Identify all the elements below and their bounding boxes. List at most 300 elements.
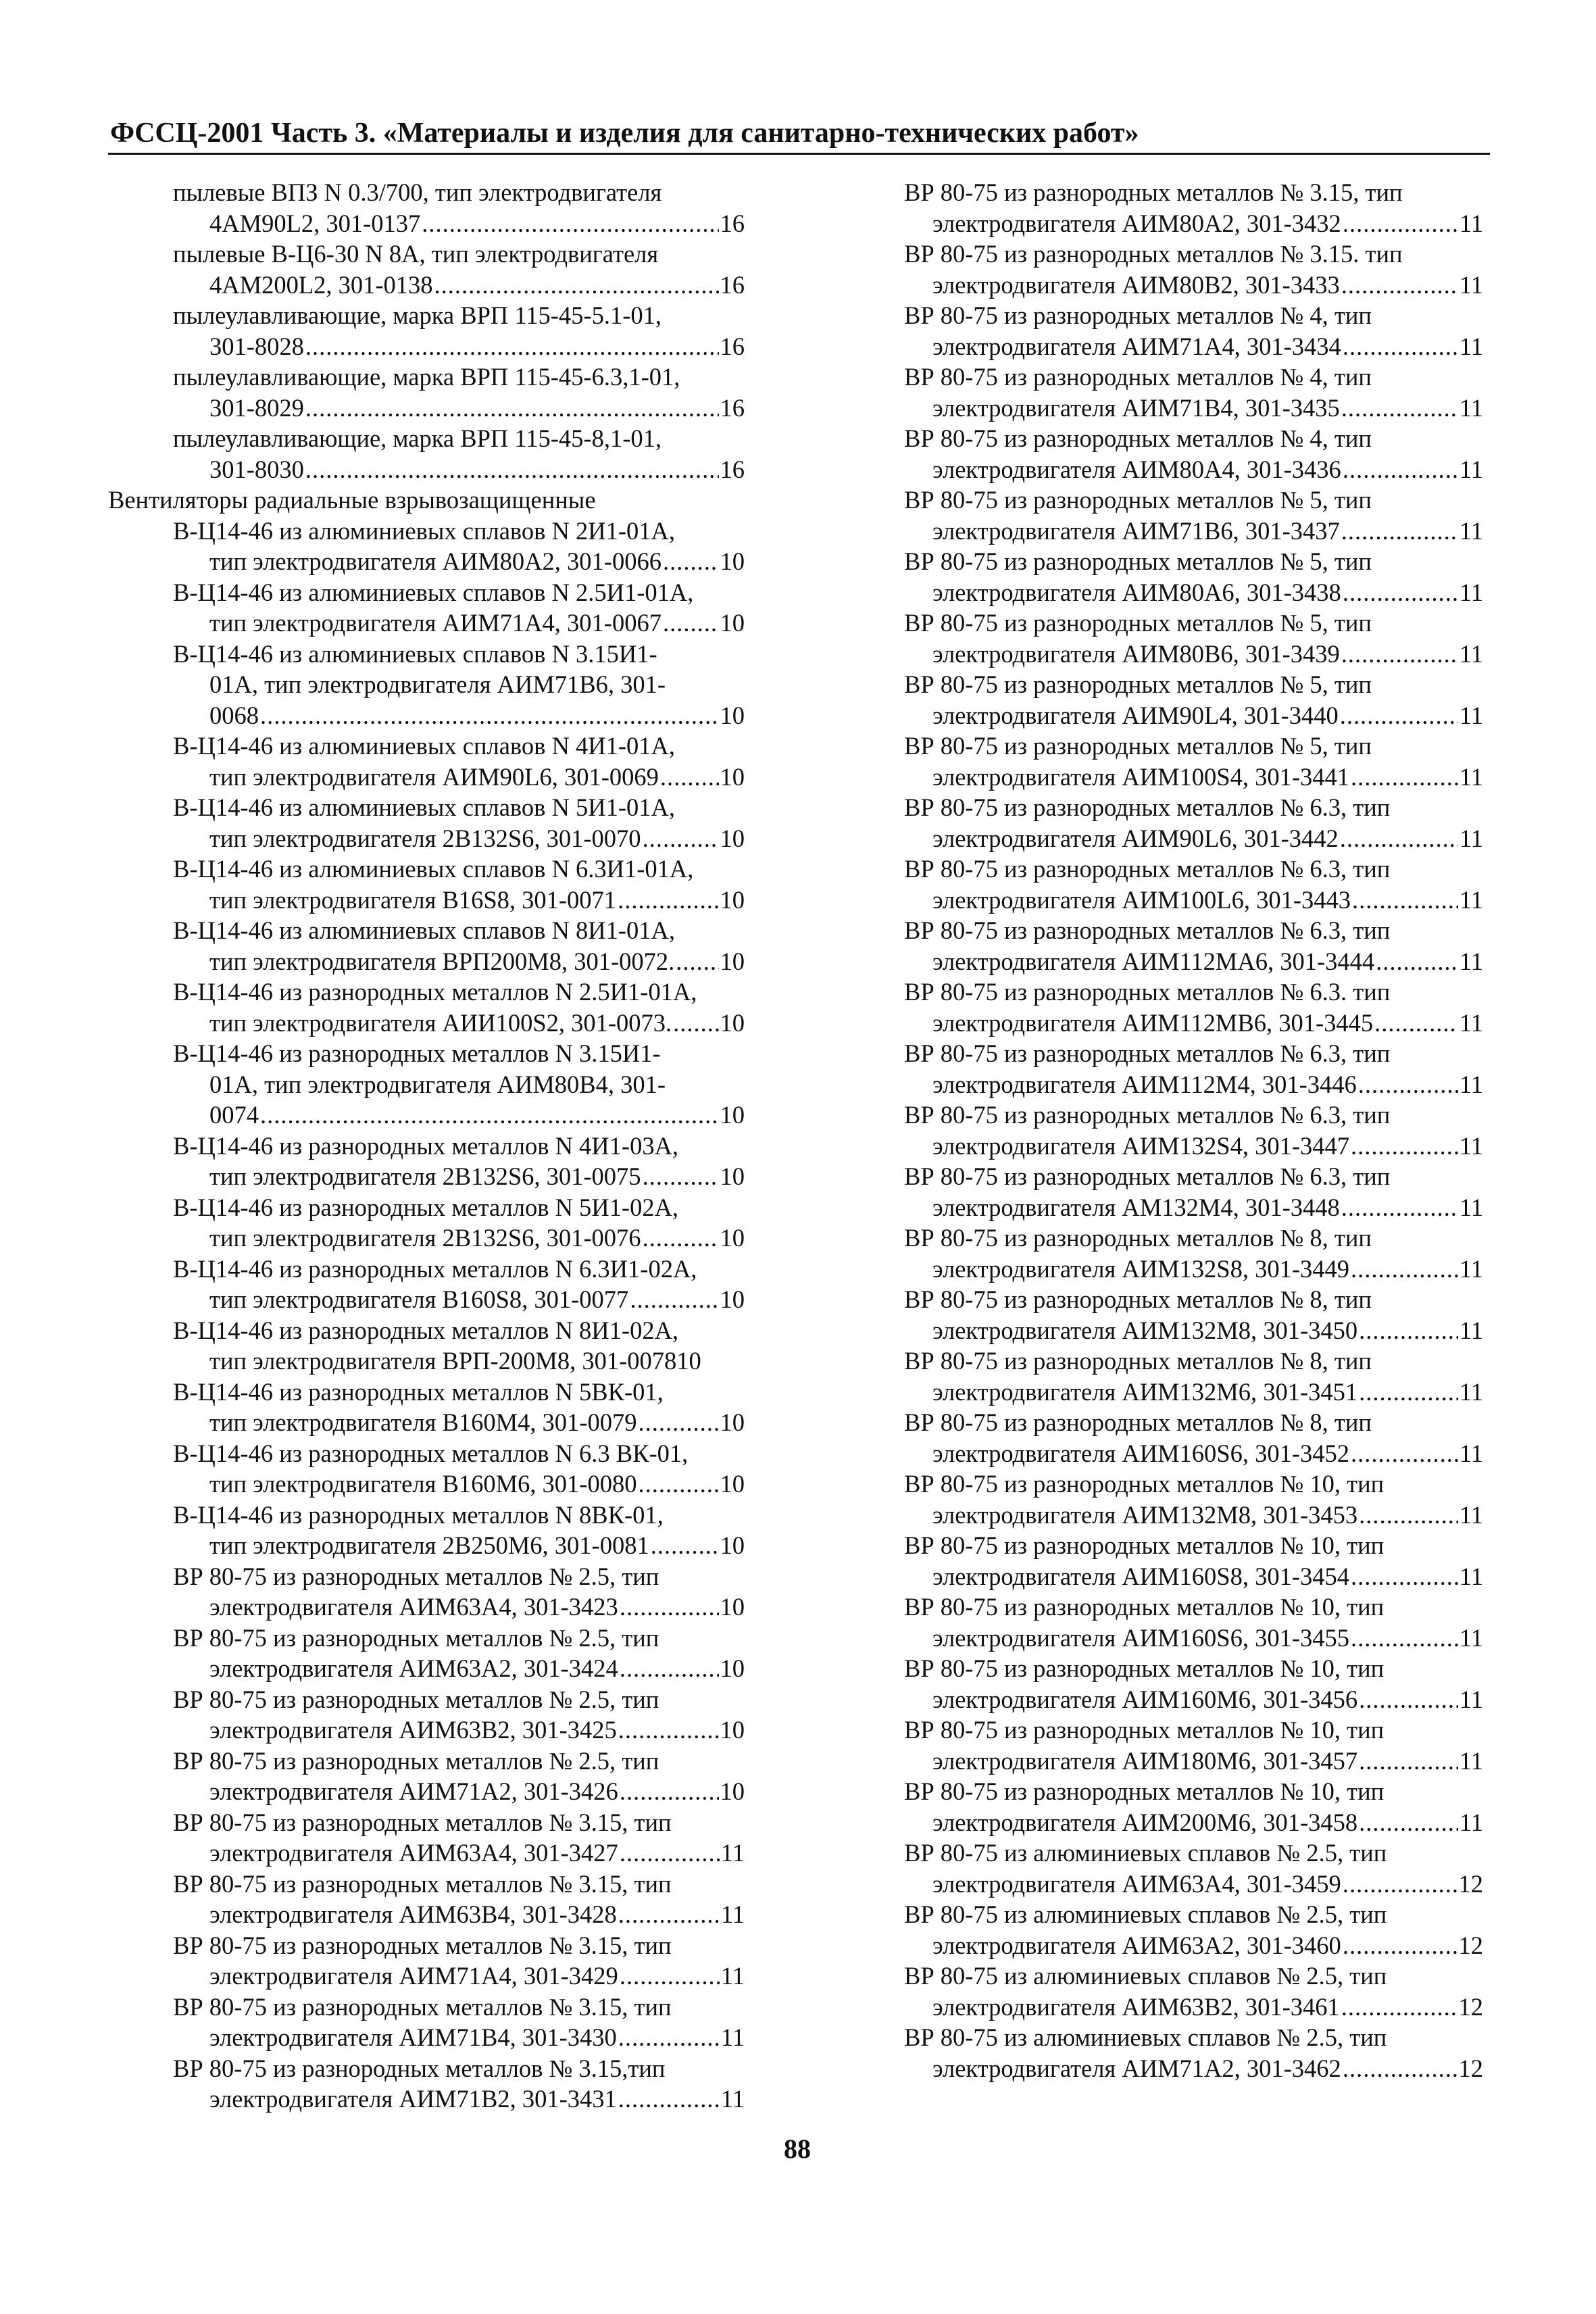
index-entry-text: электродвигателя АИМ80В2, 301-3433 — [932, 270, 1340, 299]
index-entry-line — [108, 977, 745, 1008]
dot-leader — [1343, 208, 1458, 239]
index-entry-page: 11 — [1459, 1316, 1483, 1344]
index-entry-text: электродвигателя АИМ112М4, 301-3446 — [932, 1070, 1357, 1098]
index-entry-line — [108, 1100, 745, 1131]
index-entry-page: 11 — [1459, 332, 1483, 360]
index-entry-text: тип электродвигателя АИИ100S2, 301-0073. — [209, 1008, 672, 1037]
index-entry — [904, 1038, 1483, 1100]
index-entry-line — [108, 1899, 745, 1930]
index-entry-page: 12 — [1458, 1992, 1483, 2021]
index-entry-text: 01А, тип электродвигателя АИМ80В4, 301- — [209, 1070, 666, 1098]
index-entry-text: ВР 80-75 из разнородных металлов № 6.3. тип — [904, 978, 1391, 1006]
index-entry-line — [904, 2053, 1483, 2084]
index-entry-line — [108, 915, 745, 946]
index-entry — [108, 1254, 745, 1315]
index-entry-text: ВР 80-75 из разнородных металлов № 5, тип — [904, 609, 1372, 637]
index-entry-line — [108, 1746, 745, 1777]
index-entry-line — [904, 393, 1483, 424]
index-entry-text: В-Ц14-46 из разнородных металлов N 8ВК-01, — [173, 1500, 664, 1529]
index-entry-line — [108, 1346, 745, 1377]
index-entry-page: 10 — [720, 1716, 745, 1744]
index-entry — [108, 1315, 745, 1377]
index-entry-text: электродвигателя АИМ63А4, 301-3427 — [209, 1839, 618, 1867]
index-entry-text: тип электродвигателя ВРП200М8, 301-0072. — [209, 947, 675, 975]
index-entry-line — [108, 1684, 745, 1715]
index-entry — [904, 1100, 1483, 1161]
index-entry-text: электродвигателя АИМ100S4, 301-3441 — [932, 762, 1349, 791]
index-entry — [904, 669, 1483, 731]
index-entry-line — [904, 362, 1483, 393]
index-entry-text: электродвигателя АИМ80А6, 301-3438 — [932, 578, 1341, 606]
dot-leader — [1351, 1561, 1458, 1592]
index-entry-text: 4АМ90L2, 301-0137 — [209, 209, 421, 237]
index-entry-line — [904, 700, 1483, 731]
index-entry-line — [108, 1930, 745, 1961]
index-entry-text: ВР 80-75 из разнородных металлов № 10, тип — [904, 1654, 1385, 1682]
index-entry — [904, 1346, 1483, 1407]
dot-leader — [1351, 1254, 1458, 1285]
index-column-right — [904, 177, 1483, 2084]
index-entry-line — [108, 1561, 745, 1592]
index-entry-line — [904, 1469, 1483, 1500]
dot-leader — [630, 1284, 718, 1315]
index-entry-text: тип электродвигателя АИМ71А4, 301-0067 — [209, 609, 662, 637]
dot-leader — [1351, 1131, 1458, 1162]
index-entry — [108, 792, 745, 854]
index-entry-line — [904, 915, 1483, 946]
index-entry-line — [904, 1838, 1483, 1869]
index-entry-line — [904, 1746, 1483, 1777]
dot-leader — [305, 454, 719, 485]
index-entry-line — [108, 639, 745, 670]
index-column-left — [108, 177, 745, 2115]
index-entry-line — [108, 1008, 745, 1039]
index-entry-line — [904, 1192, 1483, 1223]
index-entry-text: ВР 80-75 из разнородных металлов № 10, тип — [904, 1777, 1385, 1805]
index-entry-page: 11 — [1459, 1746, 1483, 1775]
index-entry-text: В-Ц14-46 из разнородных металлов N 5И1-02А, — [173, 1193, 679, 1221]
dot-leader — [620, 1653, 719, 1684]
index-entry — [904, 1961, 1483, 2022]
index-entry-page: 10 — [720, 1408, 745, 1436]
index-entry-line — [904, 1131, 1483, 1162]
index-entry-text: электродвигателя АИМ90L6, 301-3442 — [932, 824, 1339, 852]
index-entry-text: тип электродвигателя АИМ80А2, 301-0066 — [209, 547, 662, 575]
index-entry-text: пылеулавливающие, марка ВРП 115-45-6.3,1-01, — [173, 363, 680, 391]
dot-leader — [643, 1223, 719, 1254]
index-entry-text: пылевые ВПЗ N 0.3/700, тип электродвигателя — [173, 178, 662, 206]
index-entry-line — [108, 1192, 745, 1223]
index-entry-line — [108, 1869, 745, 1900]
index-entry-text: электродвигателя АИМ63В2, 301-3425 — [209, 1716, 617, 1744]
dot-leader — [1343, 2053, 1457, 2084]
index-entry-text: ВР 80-75 из разнородных металлов № 8, тип — [904, 1224, 1372, 1252]
dot-leader — [673, 1008, 718, 1039]
index-entry — [904, 915, 1483, 977]
index-entry-page: 10 — [720, 1101, 745, 1129]
index-entry — [108, 1377, 745, 1438]
index-entry — [904, 546, 1483, 608]
index-entry-line — [108, 1653, 745, 1684]
dot-leader — [1343, 331, 1458, 362]
index-entry-page: 11 — [720, 1900, 745, 1928]
index-entry-line — [108, 1315, 745, 1346]
index-entry-line — [904, 885, 1483, 916]
index-entry-text: ВР 80-75 из разнородных металлов № 3.15,тип — [173, 2054, 666, 2082]
index-entry-line — [108, 1992, 745, 2023]
index-entry-line — [904, 2022, 1483, 2053]
dot-leader — [260, 1100, 719, 1131]
page-number: 88 — [784, 2134, 811, 2164]
index-section-heading — [108, 485, 745, 516]
index-entry-line — [108, 1776, 745, 1807]
index-entry-page: 11 — [1459, 1562, 1483, 1590]
index-entry-page: 16 — [720, 332, 745, 360]
index-entry — [904, 1653, 1483, 1715]
index-entry-line — [904, 1930, 1483, 1961]
index-entry-line — [108, 208, 745, 239]
index-entry-line — [108, 1838, 745, 1869]
index-entry-text: электродвигателя АИМ100L6, 301-3443 — [932, 885, 1351, 914]
dot-leader — [1341, 1992, 1457, 2023]
index-entry — [108, 2053, 745, 2115]
index-entry-page: 10 — [720, 947, 745, 975]
dot-leader — [638, 1469, 718, 1500]
index-entry-line — [904, 1869, 1483, 1900]
index-entry — [108, 1561, 745, 1623]
index-entry — [904, 792, 1483, 854]
index-entry-line — [904, 1715, 1483, 1746]
dot-leader — [305, 331, 719, 362]
index-entry-text: 0074 — [209, 1101, 259, 1129]
index-entry-text: тип электродвигателя В160S8, 301-0077 — [209, 1285, 629, 1313]
index-entry-text: В-Ц14-46 из разнородных металлов N 4И1-03А, — [173, 1131, 679, 1160]
index-entry-text: ВР 80-75 из разнородных металлов № 3.15. тип — [904, 240, 1403, 268]
index-entry-page: 10 — [720, 824, 745, 852]
index-entry-page: 10 — [720, 1008, 745, 1037]
index-entry-text: ВР 80-75 из разнородных металлов № 3.15, тип — [173, 1931, 672, 1959]
index-entry-text: тип электродвигателя ВРП-200М8, 301-007810 — [209, 1347, 701, 1375]
index-entry-line — [904, 792, 1483, 823]
index-entry-page: 12 — [1458, 2054, 1483, 2082]
index-entry-text: электродвигателя АИМ112МА6, 301-3444 — [932, 947, 1375, 975]
index-entry-text: электродвигателя АИМ160М6, 301-3456 — [932, 1685, 1358, 1713]
index-entry — [108, 1992, 745, 2053]
index-entry-text: ВР 80-75 из разнородных металлов № 8, тип — [904, 1347, 1372, 1375]
dot-leader — [663, 608, 719, 639]
index-entry-text: ВР 80-75 из разнородных металлов № 5, тип — [904, 486, 1372, 514]
index-entry — [108, 1438, 745, 1500]
index-entry-line — [904, 1038, 1483, 1069]
dot-leader — [422, 208, 718, 239]
index-entry-text: электродвигателя АИМ80А2, 301-3432 — [932, 209, 1341, 237]
index-entry-line — [904, 1684, 1483, 1715]
dot-leader — [1341, 516, 1458, 547]
index-entry-line — [108, 2022, 745, 2053]
index-entry-line — [904, 1807, 1483, 1838]
index-entry — [108, 239, 745, 300]
dot-leader — [1351, 1438, 1458, 1469]
index-entry — [904, 1161, 1483, 1223]
index-entry-text: ВР 80-75 из разнородных металлов № 2.5, тип — [173, 1562, 659, 1590]
index-entry-line — [108, 1223, 745, 1254]
dot-leader — [618, 885, 718, 916]
index-entry-text: тип электродвигателя 2В250М6, 301-0081 — [209, 1531, 649, 1559]
index-entry — [108, 1038, 745, 1131]
index-entry-page: 11 — [1459, 1131, 1483, 1160]
dot-leader — [1340, 700, 1458, 731]
index-entry-text: электродвигателя АИМ160S6, 301-3455 — [932, 1623, 1349, 1652]
index-entry-text: электродвигателя АИМ80В6, 301-3439 — [932, 639, 1340, 668]
dot-leader — [663, 546, 719, 577]
index-entry-line — [904, 577, 1483, 608]
index-entry-text: электродвигателя АИМ112МВ6, 301-3445 — [932, 1008, 1374, 1037]
index-entry — [904, 1776, 1483, 1838]
index-entry-line — [904, 208, 1483, 239]
index-entry-line — [108, 516, 745, 547]
index-entry-line — [108, 885, 745, 916]
index-entry-line — [904, 300, 1483, 331]
index-entry-page: 16 — [720, 209, 745, 237]
index-entry — [108, 1746, 745, 1807]
index-entry-text: ВР 80-75 из разнородных металлов № 2.5, тип — [173, 1746, 659, 1775]
index-entry-text: 301-8028 — [209, 332, 304, 360]
index-entry-text: ВР 80-75 из разнородных металлов № 3.15, тип — [904, 178, 1403, 206]
dot-leader — [260, 700, 719, 731]
index-entry-text: ВР 80-75 из алюминиевых сплавов № 2.5, тип — [904, 2023, 1387, 2051]
index-entry — [904, 1899, 1483, 1961]
index-entry-line — [108, 485, 745, 516]
index-entry-line — [108, 2084, 745, 2115]
dot-leader — [643, 823, 719, 854]
dot-leader — [1352, 885, 1458, 916]
index-entry — [108, 300, 745, 362]
dot-leader — [305, 393, 719, 424]
index-entry-line — [904, 639, 1483, 670]
index-entry-line — [108, 762, 745, 793]
dot-leader — [643, 1161, 719, 1192]
dot-leader — [618, 2084, 720, 2115]
index-entry-page: 11 — [1459, 1623, 1483, 1652]
index-entry-line — [108, 1530, 745, 1561]
index-entry-text: электродвигателя АИМ132М6, 301-3451 — [932, 1377, 1358, 1406]
index-entry-line — [904, 1561, 1483, 1592]
index-entry-line — [108, 1069, 745, 1100]
dot-leader — [1343, 577, 1458, 608]
index-entry-text: ВР 80-75 из разнородных металлов № 3.15, тип — [173, 1808, 672, 1836]
index-entry-line — [904, 669, 1483, 700]
index-entry-text: электродвигателя АИМ71А4, 301-3429 — [209, 1962, 618, 1990]
index-entry-line — [904, 731, 1483, 762]
index-entry-text: В-Ц14-46 из алюминиевых сплавов N 8И1-01А, — [173, 916, 675, 944]
index-entry — [904, 1715, 1483, 1776]
index-entry-text: электродвигателя АИМ71В2, 301-3431 — [209, 2085, 617, 2113]
index-entry-page: 11 — [720, 1962, 745, 1990]
index-entry-line — [904, 1254, 1483, 1285]
index-entry-line — [108, 1592, 745, 1623]
index-entry-page: 11 — [1459, 701, 1483, 729]
index-entry-text: электродвигателя АМ132М4, 301-3448 — [932, 1193, 1340, 1221]
index-entry-line — [108, 731, 745, 762]
index-entry-page: 11 — [1459, 1808, 1483, 1836]
index-entry-line — [904, 423, 1483, 454]
index-entry — [904, 485, 1483, 546]
index-entry-page: 11 — [1459, 1685, 1483, 1713]
index-entry-page: 16 — [720, 455, 745, 483]
dot-leader — [1341, 639, 1458, 670]
index-entry-text: ВР 80-75 из разнородных металлов № 3.15, тип — [173, 1869, 672, 1898]
index-entry — [108, 177, 745, 239]
dot-leader — [1343, 1930, 1457, 1961]
index-entry-line — [904, 270, 1483, 301]
dot-leader — [1359, 1684, 1458, 1715]
dot-leader — [638, 1407, 718, 1438]
dot-leader — [651, 1530, 719, 1561]
index-entry-text: электродвигателя АИМ200М6, 301-3458 — [932, 1808, 1358, 1836]
dot-leader — [1351, 1623, 1458, 1654]
dot-leader — [618, 2022, 720, 2053]
index-entry-text: электродвигателя АИМ63В4, 301-3428 — [209, 1900, 617, 1928]
index-entry — [108, 977, 745, 1038]
index-entry-text: ВР 80-75 из разнородных металлов № 5, тип — [904, 732, 1372, 760]
index-entry-page: 10 — [720, 1654, 745, 1682]
index-entry — [108, 1623, 745, 1684]
index-entry-text: ВР 80-75 из алюминиевых сплавов № 2.5, тип — [904, 1839, 1387, 1867]
index-entry-line — [904, 1530, 1483, 1561]
index-entry — [108, 1930, 745, 1992]
index-entry-line — [108, 177, 745, 208]
index-entry-page: 11 — [1459, 516, 1483, 545]
index-entry-text: ВР 80-75 из разнородных металлов № 4, тип — [904, 424, 1372, 452]
index-entry-page: 10 — [720, 1531, 745, 1559]
dot-leader — [618, 1715, 719, 1746]
index-entry-page: 11 — [1459, 393, 1483, 422]
index-entry-text: В-Ц14-46 из алюминиевых сплавов N 6.3И1-01А, — [173, 855, 694, 883]
dot-leader — [620, 1592, 719, 1623]
index-entry-text: ВР 80-75 из разнородных металлов № 6.3, тип — [904, 1162, 1391, 1190]
index-entry-text: тип электродвигателя В16S8, 301-0071 — [209, 885, 617, 914]
index-entry-text: электродвигателя АИМ80А4, 301-3436 — [932, 455, 1341, 483]
index-entry — [108, 1131, 745, 1192]
index-entry-line — [904, 177, 1483, 208]
index-entry-line — [108, 1500, 745, 1531]
index-entry — [108, 1500, 745, 1561]
index-entry-text: ВР 80-75 из разнородных металлов № 5, тип — [904, 547, 1372, 575]
dot-leader — [1343, 1869, 1457, 1900]
index-entry-page: 10 — [720, 1777, 745, 1805]
index-entry-text: ВР 80-75 из алюминиевых сплавов № 2.5, тип — [904, 1962, 1387, 1990]
index-entry-page: 11 — [1459, 1439, 1483, 1467]
index-entry-page: 11 — [1459, 578, 1483, 606]
index-entry-text: ВР 80-75 из разнородных металлов № 8, тип — [904, 1408, 1372, 1436]
index-entry-line — [108, 1131, 745, 1162]
index-entry-line — [904, 946, 1483, 977]
index-entry-line — [108, 1377, 745, 1408]
dot-leader — [1374, 1008, 1458, 1039]
index-entry-text: ВР 80-75 из разнородных металлов № 10, тип — [904, 1593, 1385, 1621]
index-entry — [904, 854, 1483, 915]
index-entry-line — [904, 1500, 1483, 1531]
index-entry — [904, 2022, 1483, 2084]
index-entry-page: 10 — [720, 1162, 745, 1190]
index-entry — [904, 362, 1483, 423]
index-entry-line — [108, 1038, 745, 1069]
index-entry — [904, 1284, 1483, 1346]
index-entry-page: 10 — [720, 609, 745, 637]
index-entry-text: электродвигателя АИМ71А2, 301-3462 — [932, 2054, 1341, 2082]
index-entry-text: В-Ц14-46 из алюминиевых сплавов N 5И1-01А, — [173, 793, 675, 821]
index-entry-line — [904, 454, 1483, 485]
dot-leader — [1358, 1069, 1458, 1100]
index-entry-page: 10 — [720, 762, 745, 791]
dot-leader — [1351, 762, 1458, 793]
dot-leader — [676, 946, 718, 977]
index-entry-text: ВР 80-75 из разнородных металлов № 5, тип — [904, 670, 1372, 698]
index-entry-line — [904, 1100, 1483, 1131]
running-head: ФССЦ-2001 Часть 3. «Материалы и изделия для санитарно-технических работ» — [110, 118, 1139, 149]
index-entry — [904, 731, 1483, 792]
index-entry-text: пылевые В-Ц6-30 N 8А, тип электродвигателя — [173, 240, 659, 268]
index-entry-line — [108, 331, 745, 362]
index-entry-page: 11 — [1459, 1193, 1483, 1221]
index-entry-page: 11 — [720, 2085, 745, 2113]
index-entry-page: 11 — [1459, 1070, 1483, 1098]
index-entry-line — [108, 300, 745, 331]
index-entry-text: ВР 80-75 из разнородных металлов № 10, тип — [904, 1470, 1385, 1498]
index-entry-line — [904, 516, 1483, 547]
index-entry-text: В-Ц14-46 из алюминиевых сплавов N 2.5И1-01А, — [173, 578, 694, 606]
index-entry-line — [108, 1715, 745, 1746]
index-entry-line — [904, 1776, 1483, 1807]
index-entry-line — [904, 546, 1483, 577]
index-entry-line — [108, 823, 745, 854]
index-entry-line — [904, 1899, 1483, 1930]
dot-leader — [1341, 1192, 1458, 1223]
index-entry-text: электродвигателя АИМ63А4, 301-3459 — [932, 1869, 1341, 1898]
index-entry-line — [108, 2053, 745, 2084]
index-entry — [108, 1807, 745, 1869]
index-entry-text: тип электродвигателя 2В132S6, 301-0070 — [209, 824, 641, 852]
index-entry-text: ВР 80-75 из разнородных металлов № 6.3, тип — [904, 916, 1391, 944]
index-entry-text: ВР 80-75 из разнородных металлов № 10, тип — [904, 1531, 1385, 1559]
index-entry-page: 11 — [1459, 455, 1483, 483]
index-entry-text: тип электродвигателя В160М6, 301-0080 — [209, 1470, 637, 1498]
index-entry-line — [108, 1284, 745, 1315]
index-entry-page: 10 — [720, 1285, 745, 1313]
index-entry-line — [904, 1961, 1483, 1992]
index-entry-page: 11 — [1459, 1500, 1483, 1529]
index-entry-line — [904, 1653, 1483, 1684]
index-entry-page: 11 — [1459, 947, 1483, 975]
index-entry-text: ВР 80-75 из разнородных металлов № 3.15, тип — [173, 1992, 672, 2021]
index-entry-text: ВР 80-75 из разнородных металлов № 4, тип — [904, 301, 1372, 329]
index-entry-page: 11 — [1459, 762, 1483, 791]
index-entry-page: 11 — [1459, 1008, 1483, 1037]
index-entry — [904, 977, 1483, 1038]
header-rule — [108, 153, 1490, 155]
dot-leader — [1343, 454, 1458, 485]
index-entry-page: 10 — [720, 885, 745, 914]
index-entry — [108, 423, 745, 485]
index-entry-text: электродвигателя АИМ132S8, 301-3449 — [932, 1254, 1349, 1283]
index-entry — [108, 516, 745, 577]
index-entry-line — [904, 762, 1483, 793]
index-entry-line — [904, 239, 1483, 270]
index-entry-line — [904, 1315, 1483, 1346]
index-entry-page: 11 — [1459, 639, 1483, 668]
index-entry-line — [904, 1284, 1483, 1315]
dot-leader — [620, 1776, 719, 1807]
